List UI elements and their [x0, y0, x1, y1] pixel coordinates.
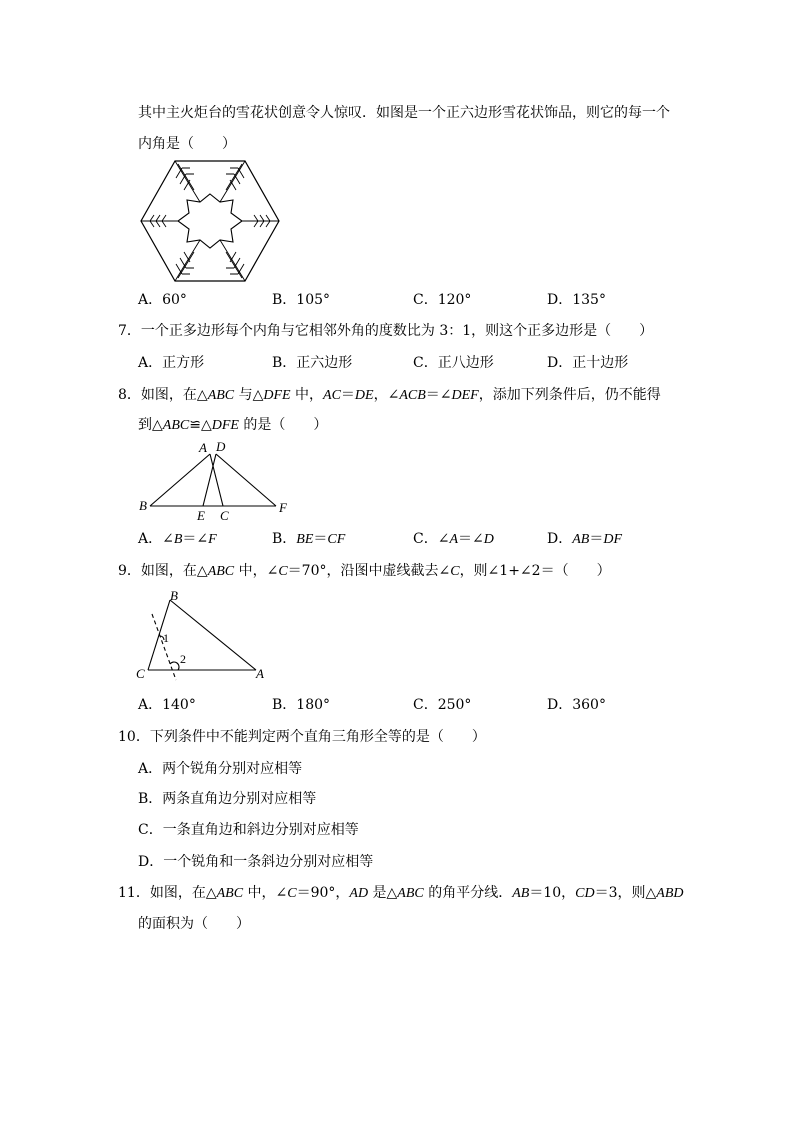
q11-var: C	[287, 886, 297, 901]
q8-option-var: BE	[296, 532, 314, 547]
q8-var: DEF	[451, 388, 479, 403]
q8-stem-line1	[118, 386, 661, 405]
q7-option-c[interactable]: C．正八边形	[413, 355, 494, 371]
q9-label-2: 2	[180, 652, 186, 666]
q8-text: ，添加下列条件后，仍不能得	[478, 387, 661, 403]
q9-var: C	[278, 564, 288, 579]
q8-option-text: ＝∠	[182, 531, 209, 547]
q9-label-1: 1	[163, 631, 169, 645]
q6-option-b[interactable]: B．105°	[272, 292, 331, 308]
q7-option-d[interactable]: D．正十边形	[547, 355, 629, 371]
q8-var: DFE	[263, 388, 291, 403]
q8-option-var: DF	[603, 532, 623, 547]
q8-text: 8．如图，在△	[118, 387, 208, 403]
q8-option-text: ＝∠	[458, 531, 484, 547]
q8-var: ACB	[399, 388, 426, 403]
q8-option-var: CF	[327, 532, 346, 547]
q11-text: ＝90°，	[296, 885, 350, 901]
q6-option-d[interactable]: D．135°	[547, 292, 606, 308]
q11-text: 中，∠	[243, 885, 288, 901]
q8-option-text: ＝	[589, 531, 604, 547]
q8-option-d[interactable]	[547, 530, 622, 549]
q9-option-c[interactable]: C．250°	[413, 697, 472, 713]
q9-stem	[118, 562, 611, 581]
q8-option-b[interactable]	[272, 530, 345, 549]
q11-stem-line1	[118, 884, 684, 903]
q8-label-f: F	[279, 500, 287, 515]
q8-option-text: A．∠	[138, 531, 174, 547]
q9-label-a: A	[256, 666, 264, 681]
q8-option-var: B	[173, 532, 183, 547]
q9-label-b: B	[170, 588, 178, 603]
q8-option-text: C．∠	[413, 531, 450, 547]
q8-option-text: D．	[547, 531, 573, 547]
q10-option-c[interactable]: C．一条直角边和斜边分别对应相等	[138, 822, 359, 838]
q9-triangle-figure	[134, 588, 274, 680]
q9-option-a[interactable]: A．140°	[138, 697, 196, 713]
q11-var: AB	[512, 886, 530, 901]
q11-text: 是△	[368, 885, 398, 901]
q9-text: 中，∠	[234, 563, 279, 579]
q11-var: CD	[575, 886, 595, 901]
q6-stem-line1: 其中主火炬台的雪花状创意令人惊叹．如图是一个正六边形雪花状饰品，则它的每一个	[138, 105, 670, 121]
q8-text: ，∠	[373, 387, 400, 403]
q11-stem-line2: 的面积为（ ）	[138, 916, 250, 932]
q11-text: 的角平分线．	[423, 885, 513, 901]
q8-text: 的是（ ）	[238, 417, 328, 433]
q11-var: ABC	[397, 886, 424, 901]
q8-text: 与△	[234, 387, 264, 403]
q9-option-d[interactable]: D．360°	[547, 697, 606, 713]
q8-option-var: D	[483, 532, 494, 547]
q8-label-e: E	[197, 508, 205, 523]
q6-stem-line2: 内角是（ ）	[138, 136, 236, 152]
q11-text: ＝10，	[529, 885, 576, 901]
q7-option-a[interactable]: A．正方形	[138, 355, 205, 371]
q9-var: ABC	[207, 564, 235, 579]
q8-var: DE	[354, 388, 374, 403]
q8-var: ABC	[162, 418, 190, 433]
q10-option-a[interactable]: A．两个锐角分别对应相等	[138, 761, 303, 777]
q8-label-c: C	[220, 508, 229, 523]
q8-text: 到△	[138, 417, 163, 433]
q8-var: DFE	[211, 418, 239, 433]
q7-stem: 7．一个正多边形每个内角与它相邻外角的度数比为 3：1，则这个正多边形是（ ）	[118, 323, 654, 339]
q10-stem: 10．下列条件中不能判定两个直角三角形全等的是（ ）	[118, 729, 486, 745]
q8-option-a[interactable]	[138, 530, 217, 549]
q8-label-d: D	[216, 439, 226, 454]
q11-var: AD	[349, 886, 369, 901]
q8-text: ＝∠	[425, 387, 452, 403]
q8-option-var: AB	[572, 532, 590, 547]
q8-text: ＝	[340, 387, 355, 403]
q9-option-b[interactable]: B．180°	[272, 697, 331, 713]
q6-option-c[interactable]: C．120°	[413, 292, 472, 308]
q8-option-text: ＝	[313, 531, 328, 547]
q11-text: 11．如图，在△	[118, 885, 217, 901]
q11-text: ＝3，则△	[594, 885, 657, 901]
q8-text: ≌△	[189, 417, 212, 433]
q8-label-b: B	[139, 498, 147, 513]
q6-option-a[interactable]: A．60°	[138, 292, 187, 308]
q8-stem-line2	[138, 416, 327, 435]
q9-text: ，则∠1+∠2＝（ ）	[459, 563, 611, 579]
q8-option-text: B．	[272, 531, 297, 547]
q9-text: ＝70°，沿图中虚线截去∠	[287, 563, 451, 579]
q8-triangle-figure	[136, 439, 296, 523]
q8-var: ABC	[207, 388, 235, 403]
q8-option-c[interactable]	[413, 530, 494, 549]
q8-label-a: A	[199, 440, 207, 455]
q8-option-var: F	[208, 532, 217, 547]
snowflake-hexagon-figure	[140, 160, 280, 282]
q10-option-b[interactable]: B．两条直角边分别对应相等	[138, 791, 317, 807]
q8-var: AC	[323, 388, 341, 403]
q9-label-c: C	[136, 666, 145, 681]
q9-text: 9．如图，在△	[118, 563, 208, 579]
q8-option-var: A	[449, 532, 459, 547]
q11-var: ABC	[216, 886, 244, 901]
q11-var: ABD	[656, 886, 684, 901]
q9-var: C	[450, 564, 460, 579]
q7-option-b[interactable]: B．正六边形	[272, 355, 353, 371]
q8-text: 中，	[290, 387, 324, 403]
q10-option-d[interactable]: D．一个锐角和一条斜边分别对应相等	[138, 854, 374, 870]
